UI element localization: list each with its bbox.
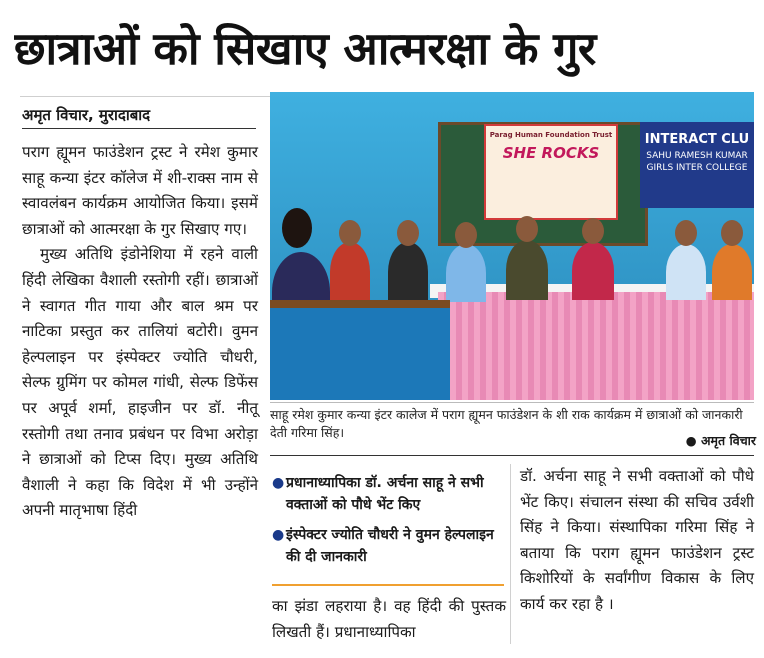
photo-head	[721, 220, 743, 246]
photo-banner-interact	[640, 122, 754, 208]
caption-bottom-rule	[270, 455, 754, 456]
photo-head	[582, 218, 604, 244]
left-column	[22, 140, 258, 524]
photo-head	[339, 220, 361, 246]
middle-column: का झंडा लहराया है। वह हिंदी की पुस्तक लिखती हैं। प्रधानाध्यापिका	[272, 597, 506, 641]
photo-person	[666, 244, 706, 300]
photo-head	[397, 220, 419, 246]
photo-speaker-head	[282, 208, 312, 248]
photo-person	[388, 242, 428, 302]
photo-person	[446, 244, 486, 302]
photo-podium	[270, 300, 450, 400]
caption-rule	[270, 402, 754, 403]
banner2-sub: SAHU RAMESH KUMAR GIRLS INTER COLLEGE	[646, 151, 748, 173]
byline-rule	[22, 128, 256, 129]
photo-head	[516, 216, 538, 242]
photo-person	[330, 242, 370, 302]
right-column: डॉ. अर्चना साहू ने सभी वक्ताओं को पौधे भेंट किए। संचालन संस्था की सचिव उर्वशी सिंह ने किया। संस्थापिका गरिमा सिंह ने बताया कि पराग ह्यूमन फाउंडेशन ट्रस्ट किशोरियों के सर्वांगीण विकास के लिए कार्य कर रहा है ।	[520, 467, 754, 613]
banner-org: Parag Human Foundation Trust	[489, 131, 613, 139]
photo-caption: साहू रमेश कुमार कन्या इंटर कालेज में पराग ह्यूमन फाउंडेशन के शी राक कार्यक्रम में छात्राओं को जानकारी देती गरिमा सिंह।	[270, 407, 743, 440]
highlight-item	[272, 472, 498, 516]
column-divider	[510, 464, 511, 644]
photo-person	[572, 242, 614, 300]
highlights-rule	[272, 584, 504, 586]
photo-credit: ● अमृत विचार	[685, 433, 756, 448]
headline: छात्राओं को सिखाए आत्मरक्षा के गुर	[14, 22, 596, 75]
banner2-title: INTERACT CLU	[644, 132, 750, 147]
photo-person	[506, 240, 548, 300]
photo-table-cloth	[438, 292, 754, 400]
news-photo	[270, 92, 754, 400]
photo-banner	[484, 124, 618, 220]
bullet-icon: ●	[272, 527, 285, 543]
photo-head	[455, 222, 477, 248]
highlights-box	[272, 472, 498, 576]
left-paragraph-1: पराग ह्यूमन फाउंडेशन ट्रस्ट ने रमेश कुमार साहू कन्या इंटर कॉलेज में शी-राक्स नाम से स्वावलंबन कार्यक्रम आयोजित किया। इसमें छात्राओं को आत्मरक्षा के गुर सिखाए गए।	[22, 143, 258, 238]
banner-title: SHE ROCKS	[502, 144, 600, 162]
highlight-item	[272, 524, 498, 568]
photo-head	[675, 220, 697, 246]
highlight-text: प्रधानाध्यापिका डॉ. अर्चना साहू ने सभी वक्ताओं को पौधे भेंट किए	[286, 475, 484, 513]
photo-person	[712, 244, 752, 300]
highlight-text: इंस्पेक्टर ज्योति चौधरी ने वुमन हेल्पलाइन की दी जानकारी	[286, 527, 494, 565]
bullet-icon: ●	[272, 475, 285, 491]
byline: अमृत विचार, मुरादाबाद	[22, 106, 151, 124]
left-paragraph-2: मुख्य अतिथि इंडोनेशिया में रहने वाली हिंदी लेखिका वैशाली रस्तोगी रहीं। छात्राओं ने स्वागत गीत गाया और बाल श्रम पर नाटिका प्रस्तुत कर तालियां बटोरी। वुमन हेल्पलाइन पर इंस्पेक्टर ज्योति चौधरी, सेल्फ ग्रुमिंग पर कोमल गांधी, सेल्फ डिफेंस पर अपूर्व शर्मा, हाइजीन पर डॉ. नीतू रस्तोगी तथा तनाव प्रबंधन पर विभा अरोड़ा ने छात्राओं को टिप्स दिए। मुख्य अतिथि वैशाली ने कहा कि विदेश में भी उन्होंने अपनी मातृभाषा हिंदी	[22, 245, 258, 520]
